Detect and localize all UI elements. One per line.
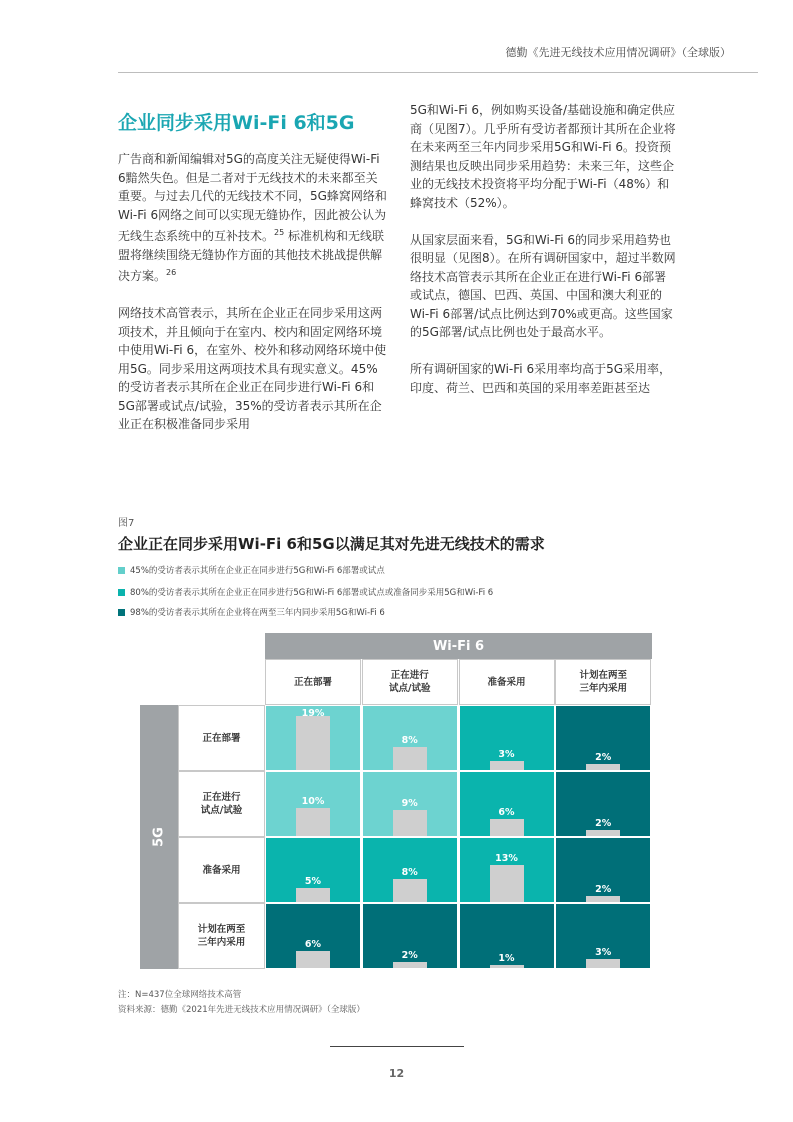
matrix-cell [265, 771, 361, 837]
matrix-bar [586, 959, 620, 968]
matrix-bar [490, 761, 524, 770]
matrix-bar [586, 764, 620, 770]
matrix-value-label: 10% [301, 796, 325, 807]
matrix-value-label: 5% [304, 876, 322, 887]
left-paragraph-1: 广告商和新闻编辑对5G的高度关注无疑使得Wi-Fi 6黯然失色。但是二者对于无线技术的未来都至关重要。与过去几代的无线技术不同，5G蜂窝网络和Wi-Fi 6网络之间可以实现无缝协作，因此被公认为无线生态系统中的互补技术。$^{25}$ 标准机构和无线联盟将继续围绕无缝协作方面的其他技术挑战提供解决方案。$^{26}$ [118, 152, 387, 283]
right-paragraph-1: 5G和Wi-Fi 6，例如购买设备/基础设施和确定供应商（见图7）。几乎所有受访者都预计其所在企业将在未来两至三年内同步采用5G和Wi-Fi 6。投资预测结果也反映出同步采用趋势：未来三年，这些企业的无线技术投资将平均分配于Wi-Fi（48%）和蜂窝技术（52%）。 [410, 103, 676, 210]
matrix-bar [586, 830, 620, 836]
legend-swatch-3 [118, 609, 125, 616]
right-paragraph-2: 从国家层面来看，5G和Wi-Fi 6的同步采用趋势也很明显（见图8）。在所有调研国家中，超过半数网络技术高管表示其所在企业正在进行Wi-Fi 6部署或试点，德国、巴西、英国、中国和澳大利亚的Wi-Fi 6部署/试点比例达到70%或更高。这些国家的5G部署/试点比例也处于最高水平。 [410, 232, 676, 339]
matrix-cell [459, 903, 555, 969]
matrix-bar [490, 865, 524, 902]
matrix-bar [296, 716, 330, 770]
section-title: 企业同步采用Wi-Fi 6和5G [118, 112, 355, 134]
matrix-cell [362, 771, 458, 837]
right-column [410, 101, 678, 397]
matrix-bar [393, 810, 427, 836]
row-header-deploying: 正在部署 [178, 705, 265, 771]
figure-title: 企业正在同步采用Wi-Fi 6和5G以满足其对先进无线技术的需求 [118, 535, 545, 553]
matrix-cell [265, 705, 361, 771]
header-divider [118, 72, 758, 73]
right-paragraph-3: 所有调研国家的Wi-Fi 6采用率均高于5G采用率，印度、荷兰、巴西和英国的采用率差距甚至达 [410, 362, 672, 395]
legend-item-1: 45%的受访者表示其所在企业正在同步进行5G和Wi-Fi 6部署或试点 [118, 564, 385, 576]
figure-source: 资料来源：德勤《2021年先进无线技术应用情况调研》（全球版） [118, 1005, 365, 1015]
matrix-bar [490, 819, 524, 836]
row-header-preparing: 准备采用 [178, 837, 265, 903]
legend-item-3: 98%的受访者表示其所在企业将在两至三年内同步采用5G和Wi-Fi 6 [118, 606, 385, 618]
matrix-bar [296, 951, 330, 968]
matrix-cell [555, 903, 651, 969]
col-header-deploying: 正在部署 [265, 659, 361, 705]
matrix-value-label: 1% [498, 953, 515, 964]
col-header-piloting: 正在进行 试点/试验 [362, 659, 458, 705]
matrix-value-label: 8% [401, 735, 418, 746]
col-header-preparing: 准备采用 [459, 659, 555, 705]
matrix-value-label: 2% [595, 818, 612, 829]
matrix-cell [362, 837, 458, 903]
matrix-cell [555, 771, 651, 837]
row-header-planning: 计划在两至 三年内采用 [178, 903, 265, 969]
matrix-bar [393, 879, 427, 902]
footer-divider [330, 1046, 464, 1047]
matrix-cell [362, 705, 458, 771]
matrix-value-label: 13% [495, 853, 518, 864]
matrix-cell [265, 903, 361, 969]
wifi6-axis-header: Wi-Fi 6 [265, 633, 652, 659]
col-header-planning: 计划在两至 三年内采用 [555, 659, 651, 705]
matrix-bar [393, 962, 427, 968]
matrix-bar [296, 888, 330, 902]
page-number: 12 [388, 1067, 405, 1080]
matrix-bar [586, 896, 620, 902]
figure-label: 图7 [118, 518, 135, 529]
matrix-value-label: 9% [401, 798, 418, 809]
matrix-cell [362, 903, 458, 969]
matrix-bar [393, 747, 427, 770]
figure-note: 注：N=437位全球网络技术高管 [118, 990, 242, 1000]
matrix-cell [459, 705, 555, 771]
row-header-piloting: 正在进行 试点/试验 [178, 771, 265, 837]
adoption-matrix [140, 633, 652, 969]
matrix-value-label: 6% [498, 807, 515, 818]
matrix-value-label: 19% [301, 708, 325, 719]
matrix-cell [459, 771, 555, 837]
legend-swatch-1 [118, 567, 125, 574]
matrix-value-label: 3% [498, 749, 515, 760]
matrix-value-label: 2% [595, 884, 612, 895]
matrix-cell [555, 837, 651, 903]
legend-item-2: 80%的受访者表示其所在企业正在同步进行5G和Wi-Fi 6部署或试点或准备同步采用5G和Wi-Fi 6 [118, 586, 493, 598]
left-column [118, 150, 388, 434]
5g-axis-header: 5G [140, 705, 178, 969]
matrix-cell [265, 837, 361, 903]
matrix-cell [555, 705, 651, 771]
matrix-bar [490, 965, 524, 968]
report-header-title: 德勤《先进无线技术应用情况调研》（全球版） [505, 46, 731, 59]
matrix-cell [459, 837, 555, 903]
matrix-value-label: 2% [595, 752, 612, 763]
left-paragraph-2: 网络技术高管表示，其所在企业正在同步采用这两项技术，并且倾向于在室内、校内和固定网络环境中使用Wi-Fi 6，在室外、校外和移动网络环境中使用5G。同步采用这两项技术具有现实意义。45%的受访者表示其所在企业正在同步进行Wi-Fi 6和5G部署或试点/试验，35%的受访者表示其所在企业正在积极准备同步采用 [118, 306, 387, 431]
matrix-value-label: 3% [595, 947, 612, 958]
matrix-value-label: 2% [401, 950, 418, 961]
matrix-value-label: 8% [401, 867, 418, 878]
legend-swatch-2 [118, 589, 125, 596]
matrix-value-label: 6% [304, 939, 322, 950]
matrix-bar [296, 808, 330, 836]
